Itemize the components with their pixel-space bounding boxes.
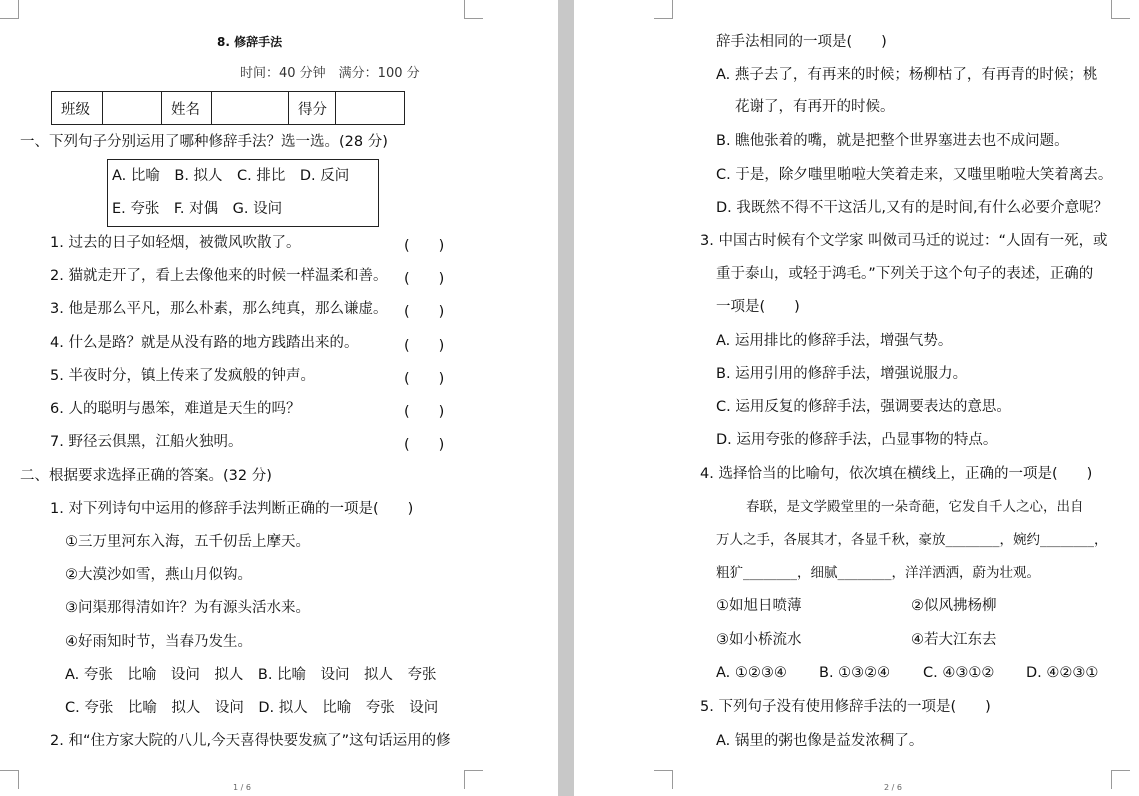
document-page-2 <box>574 0 1139 796</box>
section-2-heading: 二、根据要求选择正确的答案。(32 分) <box>20 468 272 484</box>
choice-c: C. 运用反复的修辞手法，强调要表达的意思。 <box>716 399 1011 415</box>
poem-line-2: ②大漠沙如雪，燕山月似钩。 <box>65 567 252 583</box>
answer-c: C. ④③①② <box>923 665 995 681</box>
simile-option-2: ②似风拂杨柳 <box>911 598 997 614</box>
text-line: 辞手法相同的一项是( ) <box>716 34 887 50</box>
name-field[interactable] <box>212 92 289 125</box>
score-label: 得分 <box>289 92 336 125</box>
question-1-4: 4. 什么是路？就是从没有路的地方践踏出来的。 <box>50 335 359 351</box>
choice-b: B. 运用引用的修辞手法，增强说服力。 <box>716 366 968 382</box>
page-number: 1 / 6 <box>233 783 251 792</box>
text-line: 花谢了，有再开的时候。 <box>735 99 895 115</box>
answer-blank[interactable]: ( ) <box>404 371 445 387</box>
poem-line-4: ④好雨知时节，当春乃发生。 <box>65 634 252 650</box>
page-title: 8. 修辞手法 <box>217 35 283 49</box>
answer-blank[interactable]: ( ) <box>404 338 445 354</box>
answer-blank[interactable]: ( ) <box>404 404 445 420</box>
question-3: 3. 中国古时候有个文学家 叫傚司马迁的说过：“人固有一死，或 <box>700 233 1108 249</box>
time-score-info: 时间：40 分钟 满分：100 分 <box>240 66 420 81</box>
options-row-1: A. 比喻 B. 拟人 C. 排比 D. 反问 <box>112 168 350 184</box>
class-label: 班级 <box>52 92 103 125</box>
answer-blank[interactable]: ( ) <box>404 271 445 287</box>
question-1-3: 3. 他是那么平凡，那么朴素，那么纯真，那么谦虚。 <box>50 301 388 317</box>
student-info-table <box>51 91 405 125</box>
question-1-7: 7. 野径云俱黑，江船火独明。 <box>50 434 243 450</box>
simile-option-1: ①如旭日喷薄 <box>716 598 802 614</box>
poem-line-1: ①三万里河东入海，五千仞岳上摩天。 <box>65 534 310 550</box>
options-box <box>107 159 379 227</box>
answer-b: B. ①③②④ <box>819 665 891 681</box>
answer-d: D. ④②③① <box>1026 665 1099 681</box>
question-2-1: 1. 对下列诗句中运用的修辞手法判断正确的一项是( ) <box>50 501 414 517</box>
crop-mark <box>654 0 673 19</box>
choice-d: D. 运用夸张的修辞手法，凸显事物的特点。 <box>716 432 998 448</box>
text-line: 重于泰山，或轻于鸿毛。”下列关于这个句子的表述，正确的 <box>716 266 1094 282</box>
document-page-1 <box>0 0 558 796</box>
question-1-6: 6. 人的聪明与愚笨，难道是天生的吗？ <box>50 401 301 417</box>
question-2-2: 2. 和“住方家大院的八儿,今天喜得快要发疯了”这句话运用的修 <box>50 733 451 749</box>
crop-mark <box>0 0 19 19</box>
answer-blank[interactable]: ( ) <box>404 304 445 320</box>
class-field[interactable] <box>103 92 162 125</box>
crop-mark <box>464 0 483 19</box>
page-gap <box>558 0 574 796</box>
text-line: C. 于是，除夕嗤里啪啦大笑着走来，又嗤里啪啦大笑着离去。 <box>716 167 1113 183</box>
passage-line: 春联，是文学殿堂里的一朵奇葩，它发自千人之心，出自 <box>746 499 1084 515</box>
score-field[interactable] <box>336 92 405 125</box>
poem-line-3: ③问渠那得清如许？为有源头活水来。 <box>65 600 310 616</box>
crop-mark <box>464 770 483 789</box>
crop-mark <box>1111 0 1130 19</box>
choice-a: A. 运用排比的修辞手法，增强气势。 <box>716 333 953 349</box>
options-row-2: E. 夸张 F. 对偶 G. 设问 <box>112 201 283 217</box>
crop-mark <box>654 770 673 789</box>
crop-mark <box>0 770 19 789</box>
choices-ab: A. 夸张 比喻 设问 拟人 B. 比喻 设问 拟人 夸张 <box>65 667 437 683</box>
passage-line: 粗犷________，细腻________，洋洋洒洒，蔚为壮观。 <box>716 565 1040 581</box>
section-1-heading: 一、下列句子分别运用了哪种修辞手法？选一选。(28 分) <box>20 134 388 150</box>
page-number: 2 / 6 <box>884 783 902 792</box>
crop-mark <box>1111 770 1130 789</box>
text-line: 一项是( ) <box>716 299 800 315</box>
question-1-2: 2. 猫就走开了，看上去像他来的时候一样温柔和善。 <box>50 268 388 284</box>
passage-line: 万人之手，各展其才，各显千秋，豪放________，婉约________， <box>716 532 1108 548</box>
text-line: D. 我既然不得不干这活儿,又有的是时间,有什么必要介意呢？ <box>716 200 1109 216</box>
simile-option-3: ③如小桥流水 <box>716 632 802 648</box>
answer-a: A. ①②③④ <box>716 665 787 681</box>
answer-blank[interactable]: ( ) <box>404 437 445 453</box>
name-label: 姓名 <box>162 92 212 125</box>
text-line: A. 燕子去了，有再来的时候；杨柳枯了，有再青的时候；桃 <box>716 67 1098 83</box>
question-1-1: 1. 过去的日子如轻烟，被微风吹散了。 <box>50 235 301 251</box>
answer-blank[interactable]: ( ) <box>404 238 445 254</box>
simile-option-4: ④若大江东去 <box>911 632 997 648</box>
text-line: B. 瞧他张着的嘴，就是把整个世界塞进去也不成问题。 <box>716 133 1069 149</box>
choices-cd: C. 夸张 比喻 拟人 设问 D. 拟人 比喻 夸张 设问 <box>65 700 439 716</box>
question-5: 5. 下列句子没有使用修辞手法的一项是( ) <box>700 699 991 715</box>
choice-a: A. 锅里的粥也像是益发浓稠了。 <box>716 733 924 749</box>
question-1-5: 5. 半夜时分，镇上传来了发疯般的钟声。 <box>50 368 315 384</box>
question-4: 4. 选择恰当的比喻句，依次填在横线上，正确的一项是( ) <box>700 466 1093 482</box>
